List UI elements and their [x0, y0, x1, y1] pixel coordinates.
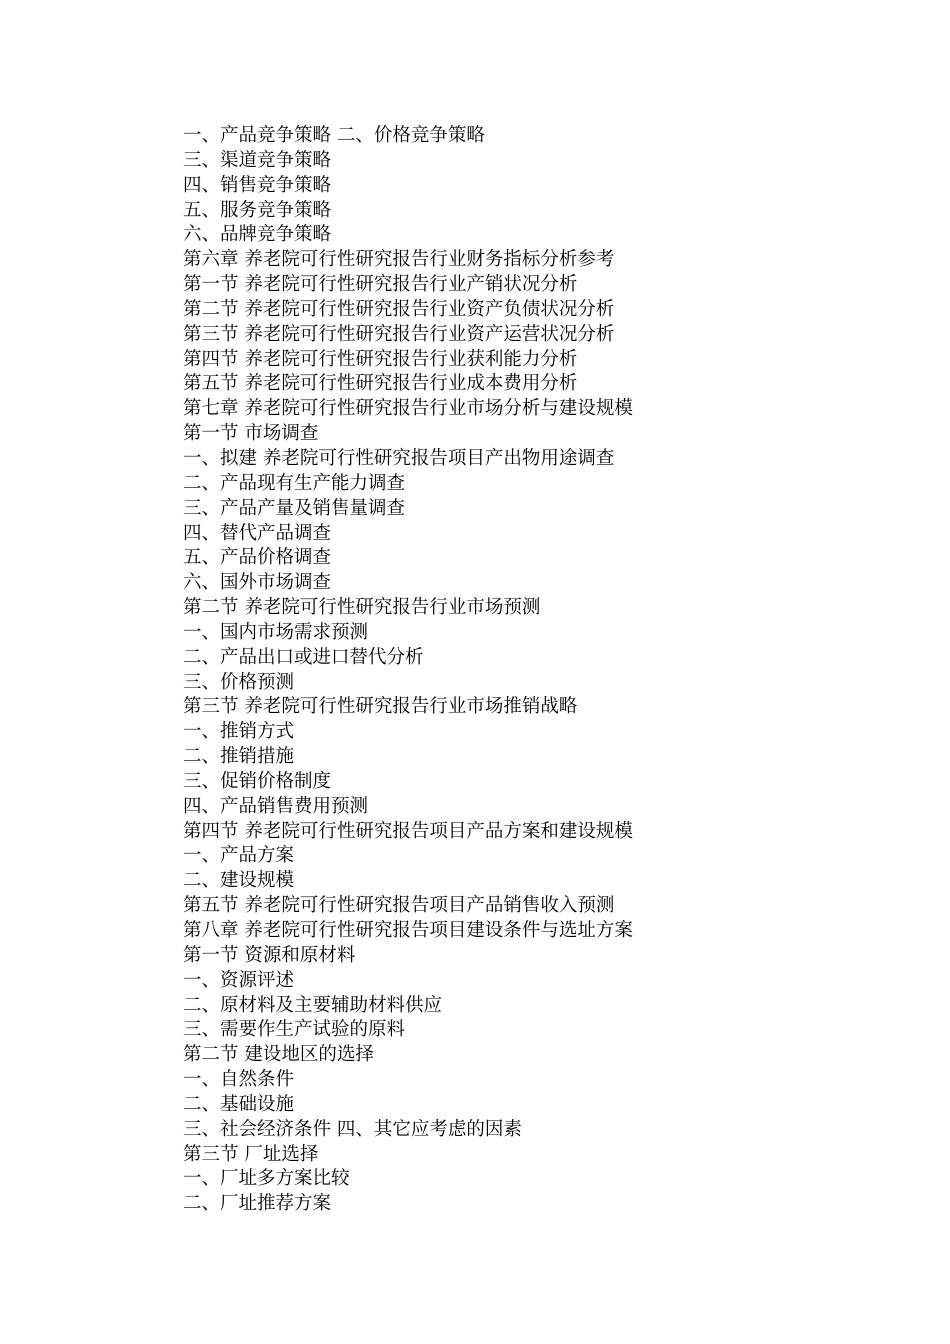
toc-line: 第五节 养老院可行性研究报告行业成本费用分析 — [183, 373, 578, 395]
table-of-contents — [183, 124, 903, 1217]
toc-line: 一、推销方式 — [183, 721, 295, 743]
toc-line: 第二节 养老院可行性研究报告行业资产负债状况分析 — [183, 298, 615, 320]
toc-line: 五、产品价格调查 — [183, 547, 332, 569]
toc-line: 一、拟建 养老院可行性研究报告项目产出物用途调查 — [183, 447, 615, 469]
toc-line: 四、销售竞争策略 — [183, 174, 332, 196]
toc-line: 第二节 养老院可行性研究报告行业市场预测 — [183, 597, 541, 619]
toc-line: 第三节 厂址选择 — [183, 1143, 319, 1165]
toc-line: 一、自然条件 — [183, 1069, 295, 1091]
toc-line: 一、资源评述 — [183, 969, 295, 991]
toc-line: 二、推销措施 — [183, 746, 295, 768]
toc-line: 四、产品销售费用预测 — [183, 795, 369, 817]
toc-line: 第二节 建设地区的选择 — [183, 1044, 374, 1066]
toc-line: 第五节 养老院可行性研究报告项目产品销售收入预测 — [183, 895, 615, 917]
toc-line: 三、促销价格制度 — [183, 770, 332, 792]
toc-line: 二、基础设施 — [183, 1093, 295, 1115]
toc-line: 第一节 养老院可行性研究报告行业产销状况分析 — [183, 274, 578, 296]
toc-line: 一、产品方案 — [183, 845, 295, 867]
toc-line: 二、建设规模 — [183, 870, 295, 892]
toc-line: 六、国外市场调查 — [183, 572, 332, 594]
toc-line: 二、产品出口或进口替代分析 — [183, 646, 424, 668]
toc-line: 二、原材料及主要辅助材料供应 — [183, 994, 443, 1016]
toc-line: 三、需要作生产试验的原料 — [183, 1019, 406, 1041]
toc-line: 第一节 资源和原材料 — [183, 944, 356, 966]
toc-line: 二、产品现有生产能力调查 — [183, 472, 406, 494]
toc-line: 第四节 养老院可行性研究报告项目产品方案和建设规模 — [183, 820, 633, 842]
toc-line: 第三节 养老院可行性研究报告行业资产运营状况分析 — [183, 323, 615, 345]
toc-line: 第八章 养老院可行性研究报告项目建设条件与选址方案 — [183, 920, 633, 941]
toc-line: 第六章 养老院可行性研究报告行业财务指标分析参考 — [183, 249, 615, 271]
toc-line: 三、社会经济条件 四、其它应考虑的因素 — [183, 1118, 522, 1140]
toc-line: 第四节 养老院可行性研究报告行业获利能力分析 — [183, 348, 578, 370]
toc-line: 六、品牌竞争策略 — [183, 224, 332, 246]
toc-line: 三、渠道竞争策略 — [183, 149, 332, 171]
toc-line: 五、服务竞争策略 — [183, 199, 332, 221]
toc-line: 三、产品产量及销售量调查 — [183, 497, 406, 519]
toc-line: 一、国内市场需求预测 — [183, 621, 369, 643]
toc-line: 第一节 市场调查 — [183, 423, 319, 445]
toc-line: 第三节 养老院可行性研究报告行业市场推销战略 — [183, 696, 578, 718]
toc-line: 一、产品竞争策略 二、价格竞争策略 — [183, 125, 485, 146]
toc-line: 一、厂址多方案比较 — [183, 1168, 350, 1190]
toc-line: 第七章 养老院可行性研究报告行业市场分析与建设规模 — [183, 398, 633, 420]
toc-line: 二、厂址推荐方案 — [183, 1193, 332, 1215]
toc-line: 三、价格预测 — [183, 671, 295, 693]
toc-line: 四、替代产品调查 — [183, 522, 332, 544]
